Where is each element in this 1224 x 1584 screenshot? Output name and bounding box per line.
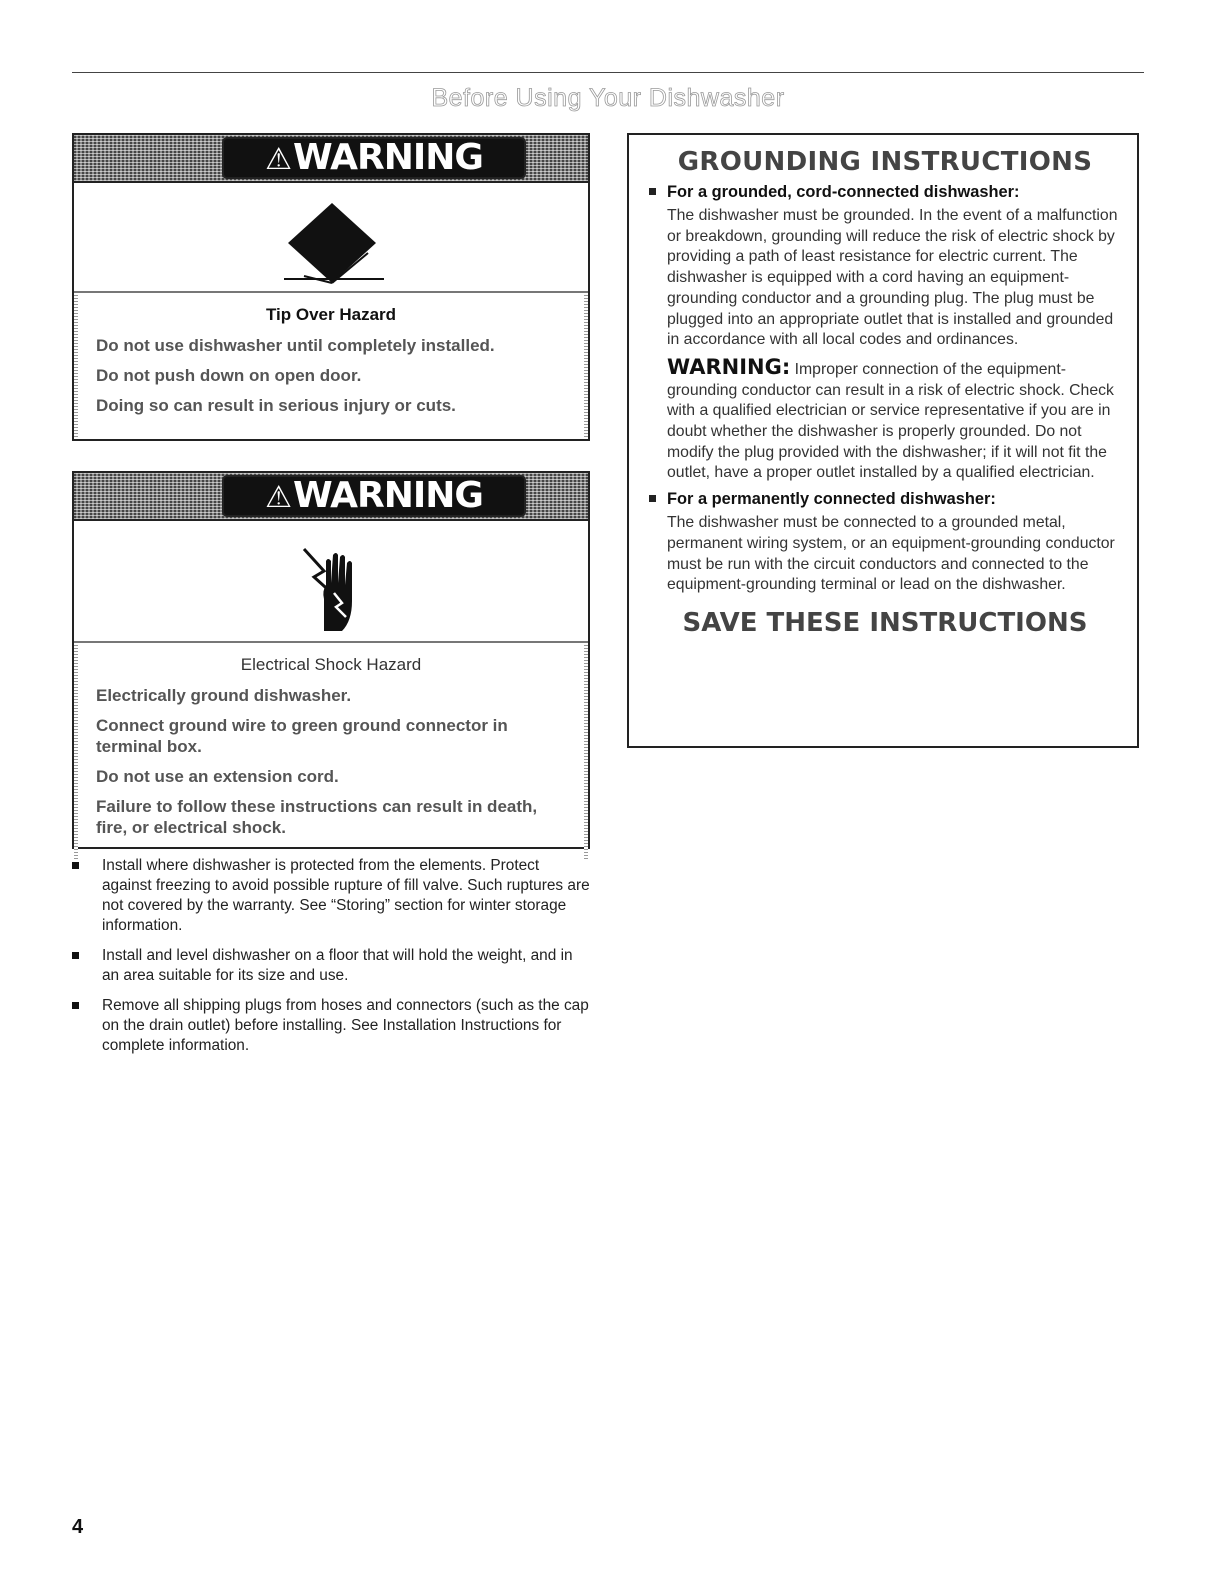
bullet-icon — [72, 862, 79, 869]
grounding-title: GROUNDING INSTRUCTIONS — [677, 147, 1093, 177]
tip-over-warning-box — [72, 133, 590, 441]
bullet-icon — [649, 495, 656, 502]
header-rule — [72, 72, 1144, 73]
grounding-instructions-box — [627, 133, 1139, 748]
save-instructions: SAVE THESE INSTRUCTIONS — [682, 607, 1088, 638]
warning-label: ⚠WARNING — [265, 475, 483, 516]
bullet-icon — [72, 1002, 79, 1009]
warning-line: Do not use an extension cord. — [96, 767, 339, 786]
list-item: Install where dishwasher is protected from the elements. Protect against freezing to avoid possible rupture of fill valve. Such ruptures are not covered by the warranty. See “Storing” section for winter storage information. — [72, 856, 592, 936]
bullet-icon — [649, 188, 656, 195]
list-item: Install and level dishwasher on a floor that will hold the weight, and in an area suitable for its size and use. — [72, 946, 592, 986]
hazard-title: Electrical Shock Hazard — [240, 655, 422, 674]
warning-banner — [74, 135, 588, 183]
warning-banner — [74, 473, 588, 521]
bullet-icon — [72, 952, 79, 959]
page-title: Before Using Your Dishwasher — [431, 84, 785, 112]
warning-line: Do not push down on open door. — [96, 366, 362, 385]
install-bullet-list — [72, 856, 592, 1066]
alert-triangle-icon: ⚠ — [265, 480, 292, 515]
warning-word: WARNING: — [667, 354, 791, 379]
list-item: Remove all shipping plugs from hoses and connectors (such as the cap on the drain outlet) before installing. See Installation Instructions for complete information. — [72, 996, 592, 1056]
electrical-shock-warning-box — [72, 471, 590, 849]
section-text: The dishwasher must be connected to a grounded metal, permanent wiring system, or an equipment-grounding conductor must be run with the circuit conductors and connected to the equipment-grounding terminal or lead on the dishwasher. — [667, 514, 1115, 594]
warning-line: Doing so can result in serious injury or cuts. — [96, 396, 456, 415]
page-number: 4 — [72, 1516, 84, 1538]
hazard-title: Tip Over Hazard — [265, 305, 397, 324]
warning-line: Do not use dishwasher until completely installed. — [96, 336, 495, 355]
section-heading: For a grounded, cord-connected dishwasher: — [649, 183, 1121, 202]
warning-label: ⚠WARNING — [265, 137, 483, 178]
grounding-warning: WARNING: Improper connection of the equipment-grounding conductor can result in a risk of electric shock. Check with a qualified electrician or service representative if you are in doubt whether the dishwasher is properly grounded. Do not modify the plug provided with the dishwasher; if it will not fit the outlet, have a proper outlet installed by a qualified electrician. — [667, 354, 1114, 482]
warning-line: Connect ground wire to green ground connector in terminal box. — [96, 716, 508, 756]
warning-text — [74, 643, 588, 859]
warning-line: Electrically ground dishwasher. — [96, 686, 352, 705]
warning-text — [74, 293, 588, 437]
section-heading: For a permanently connected dishwasher: — [649, 490, 1121, 509]
tip-over-icon — [74, 183, 588, 293]
electric-shock-icon — [74, 521, 588, 643]
alert-triangle-icon: ⚠ — [265, 142, 292, 177]
section-text: The dishwasher must be grounded. In the event of a malfunction or breakdown, grounding will reduce the risk of electric shock by providing a path of least resistance for electric current. The dishwasher is equipped with a cord having an equipment-grounding conductor and a grounding plug. The plug must be plugged into an appropriate outlet that is installed and grounded in accordance with all local codes and ordinances. — [667, 207, 1118, 349]
warning-line: Failure to follow these instructions can result in death, fire, or electrical shock. — [96, 797, 538, 837]
